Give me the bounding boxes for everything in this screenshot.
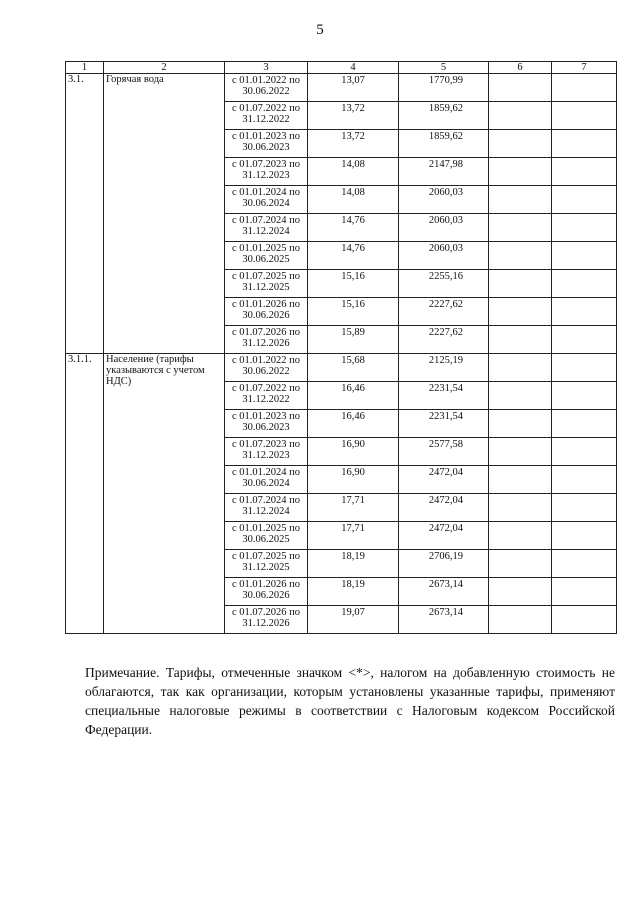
period-cell: [225, 410, 308, 438]
period-start: с 01.01.2022 по: [231, 355, 301, 366]
value-col-7: [552, 130, 617, 158]
value-col-4: 16,90: [308, 438, 399, 466]
column-header: 1: [66, 62, 104, 74]
period-start: с 01.01.2024 по: [231, 467, 301, 478]
value-col-7: [552, 494, 617, 522]
period-end: 31.12.2026: [242, 338, 290, 349]
value-col-5: 2227,62: [399, 298, 489, 326]
period-cell: [225, 214, 308, 242]
value-col-7: [552, 354, 617, 382]
value-col-4: 16,46: [308, 382, 399, 410]
value-col-5: 2060,03: [399, 186, 489, 214]
period-end: 31.12.2022: [242, 394, 290, 405]
value-col-7: [552, 186, 617, 214]
value-col-5: 2227,62: [399, 326, 489, 354]
value-col-7: [552, 550, 617, 578]
value-col-6: [489, 382, 552, 410]
value-col-5: 2231,54: [399, 382, 489, 410]
group-name: Горячая вода: [104, 74, 225, 354]
value-col-5: 1859,62: [399, 130, 489, 158]
period-cell: [225, 158, 308, 186]
value-col-6: [489, 74, 552, 102]
period-start: с 01.07.2026 по: [231, 607, 301, 618]
period-start: с 01.07.2022 по: [231, 383, 301, 394]
value-col-4: 13,07: [308, 74, 399, 102]
period-cell: [225, 186, 308, 214]
value-col-6: [489, 410, 552, 438]
period-start: с 01.07.2023 по: [231, 439, 301, 450]
value-col-7: [552, 74, 617, 102]
period-cell: [225, 326, 308, 354]
period-end: 30.06.2024: [242, 478, 290, 489]
value-col-6: [489, 186, 552, 214]
value-col-5: 2472,04: [399, 494, 489, 522]
period-start: с 01.07.2026 по: [231, 327, 301, 338]
period-start: с 01.07.2025 по: [231, 271, 301, 282]
column-header: 4: [308, 62, 399, 74]
value-col-5: 2125,19: [399, 354, 489, 382]
value-col-4: 14,08: [308, 158, 399, 186]
value-col-4: 14,76: [308, 214, 399, 242]
value-col-6: [489, 438, 552, 466]
value-col-4: 15,68: [308, 354, 399, 382]
period-start: с 01.01.2025 по: [231, 243, 301, 254]
column-header: 3: [225, 62, 308, 74]
value-col-6: [489, 214, 552, 242]
column-header: 7: [552, 62, 617, 74]
value-col-4: 18,19: [308, 550, 399, 578]
period-end: 30.06.2022: [242, 86, 290, 97]
column-header: 5: [399, 62, 489, 74]
value-col-6: [489, 102, 552, 130]
period-cell: [225, 298, 308, 326]
period-end: 30.06.2026: [242, 590, 290, 601]
page-number: 5: [316, 22, 324, 38]
period-end: 31.12.2026: [242, 618, 290, 629]
value-col-7: [552, 466, 617, 494]
period-cell: [225, 74, 308, 102]
value-col-7: [552, 438, 617, 466]
value-col-5: 1859,62: [399, 102, 489, 130]
value-col-6: [489, 130, 552, 158]
period-end: 31.12.2024: [242, 226, 290, 237]
period-cell: [225, 354, 308, 382]
period-cell: [225, 550, 308, 578]
column-header: 6: [489, 62, 552, 74]
period-cell: [225, 578, 308, 606]
value-col-7: [552, 298, 617, 326]
value-col-5: 2673,14: [399, 578, 489, 606]
value-col-4: 15,16: [308, 270, 399, 298]
value-col-5: 2147,98: [399, 158, 489, 186]
value-col-4: 15,16: [308, 298, 399, 326]
table-header-row: [66, 62, 617, 74]
value-col-7: [552, 158, 617, 186]
value-col-5: 2472,04: [399, 466, 489, 494]
value-col-5: 2577,58: [399, 438, 489, 466]
value-col-4: 16,46: [308, 410, 399, 438]
group-number: 3.1.1.: [66, 354, 104, 634]
period-cell: [225, 466, 308, 494]
value-col-7: [552, 270, 617, 298]
period-cell: [225, 382, 308, 410]
group-name: Население (тарифы указываются с учетом НДС): [104, 354, 225, 634]
value-col-5: 2673,14: [399, 606, 489, 634]
period-cell: [225, 102, 308, 130]
value-col-4: 13,72: [308, 130, 399, 158]
period-start: с 01.07.2025 по: [231, 551, 301, 562]
value-col-6: [489, 298, 552, 326]
period-start: с 01.07.2023 по: [231, 159, 301, 170]
period-start: с 01.01.2026 по: [231, 299, 301, 310]
value-col-5: 2706,19: [399, 550, 489, 578]
value-col-6: [489, 326, 552, 354]
value-col-4: 16,90: [308, 466, 399, 494]
period-start: с 01.01.2023 по: [231, 411, 301, 422]
period-start: с 01.01.2026 по: [231, 579, 301, 590]
value-col-7: [552, 522, 617, 550]
value-col-6: [489, 270, 552, 298]
value-col-6: [489, 578, 552, 606]
column-header: 2: [104, 62, 225, 74]
period-end: 30.06.2023: [242, 422, 290, 433]
value-col-7: [552, 410, 617, 438]
period-end: 31.12.2022: [242, 114, 290, 125]
value-col-5: 2472,04: [399, 522, 489, 550]
value-col-7: [552, 326, 617, 354]
period-end: 31.12.2023: [242, 170, 290, 181]
period-end: 31.12.2025: [242, 562, 290, 573]
value-col-5: 2060,03: [399, 242, 489, 270]
table-row: [66, 74, 617, 102]
value-col-4: 13,72: [308, 102, 399, 130]
period-cell: [225, 522, 308, 550]
value-col-6: [489, 466, 552, 494]
value-col-6: [489, 242, 552, 270]
value-col-5: 1770,99: [399, 74, 489, 102]
period-cell: [225, 438, 308, 466]
table-row: [66, 354, 617, 382]
value-col-6: [489, 354, 552, 382]
period-end: 30.06.2025: [242, 534, 290, 545]
value-col-4: 14,08: [308, 186, 399, 214]
value-col-4: 14,76: [308, 242, 399, 270]
tariff-table: [65, 61, 617, 634]
value-col-7: [552, 606, 617, 634]
period-start: с 01.01.2022 по: [231, 75, 301, 86]
period-start: с 01.01.2025 по: [231, 523, 301, 534]
period-end: 30.06.2023: [242, 142, 290, 153]
value-col-7: [552, 214, 617, 242]
value-col-6: [489, 494, 552, 522]
period-end: 31.12.2023: [242, 450, 290, 461]
value-col-4: 18,19: [308, 578, 399, 606]
value-col-4: 17,71: [308, 494, 399, 522]
value-col-6: [489, 550, 552, 578]
period-start: с 01.07.2024 по: [231, 215, 301, 226]
value-col-4: 15,89: [308, 326, 399, 354]
value-col-7: [552, 102, 617, 130]
value-col-4: 19,07: [308, 606, 399, 634]
period-start: с 01.07.2022 по: [231, 103, 301, 114]
tax-note: Примечание. Тарифы, отмеченные значком <*>, налогом на добавленную стоимость не облагаются, так как организации, которым установлены указанные тарифы, применяют специальные налоговые режимы в соответствии с Налоговым кодексом Российской Федерации.: [85, 665, 615, 737]
period-end: 30.06.2025: [242, 254, 290, 265]
period-cell: [225, 270, 308, 298]
period-start: с 01.07.2024 по: [231, 495, 301, 506]
period-end: 30.06.2026: [242, 310, 290, 321]
value-col-5: 2060,03: [399, 214, 489, 242]
value-col-6: [489, 522, 552, 550]
period-cell: [225, 606, 308, 634]
value-col-4: 17,71: [308, 522, 399, 550]
group-number: 3.1.: [66, 74, 104, 354]
period-end: 31.12.2024: [242, 506, 290, 517]
value-col-6: [489, 606, 552, 634]
value-col-7: [552, 242, 617, 270]
value-col-6: [489, 158, 552, 186]
period-start: с 01.01.2024 по: [231, 187, 301, 198]
value-col-5: 2231,54: [399, 410, 489, 438]
period-cell: [225, 130, 308, 158]
period-end: 31.12.2025: [242, 282, 290, 293]
period-start: с 01.01.2023 по: [231, 131, 301, 142]
period-cell: [225, 494, 308, 522]
period-end: 30.06.2024: [242, 198, 290, 209]
value-col-5: 2255,16: [399, 270, 489, 298]
period-end: 30.06.2022: [242, 366, 290, 377]
value-col-7: [552, 578, 617, 606]
value-col-7: [552, 382, 617, 410]
period-cell: [225, 242, 308, 270]
